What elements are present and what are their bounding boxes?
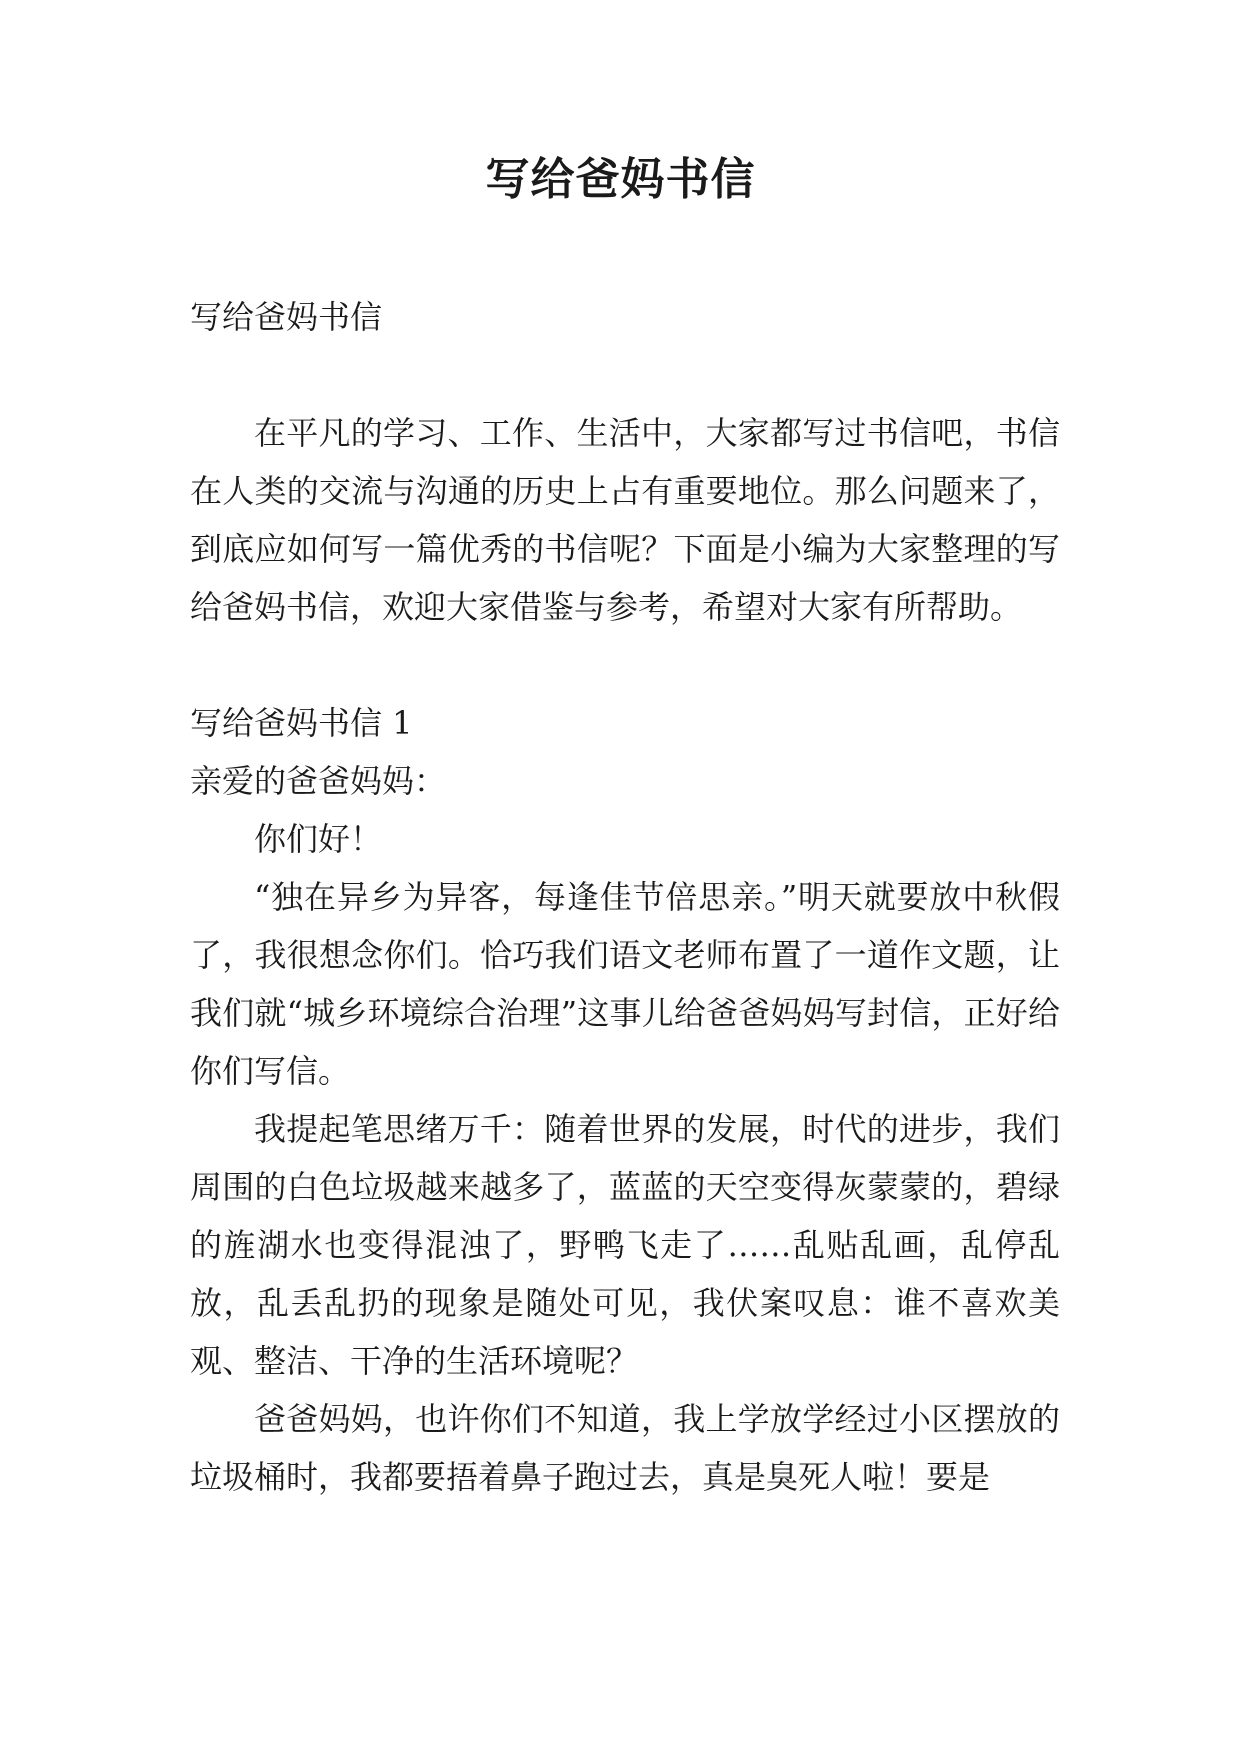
intro-paragraph: 在平凡的学习、工作、生活中，大家都写过书信吧，书信在人类的交流与沟通的历史上占有重要地位。那么问题来了，到底应如何写一篇优秀的书信呢？下面是小编为大家整理的写给爸妈书信，欢迎大家借鉴与参考，希望对大家有所帮助。: [190, 414, 1060, 626]
section-heading: 写给爸妈书信 1: [190, 704, 413, 742]
salutation: 亲爱的爸爸妈妈：: [190, 762, 447, 800]
letter-paragraph: “独在异乡为异客，每逢佳节倍思亲。”明天就要放中秋假了，我很想念你们。恰巧我们语文老师布置了一道作文题，让我们就“城乡环境综合治理”这事儿给爸爸妈妈写封信，正好给你们写信。: [190, 878, 1060, 1090]
letter-paragraph: 我提起笔思绪万千：随着世界的发展，时代的进步，我们周围的白色垃圾越来越多了，蓝蓝的天空变得灰蒙蒙的，碧绿的旌湖水也变得混浊了，野鸭飞走了……乱贴乱画，乱停乱放，乱丢乱扔的现象是随处可见，我伏案叹息：谁不喜欢美观、整洁、干净的生活环境呢？: [190, 1110, 1060, 1380]
letter-paragraph: 爸爸妈妈，也许你们不知道，我上学放学经过小区摆放的垃圾桶时，我都要捂着鼻子跑过去，真是臭死人啦！要是: [190, 1400, 1060, 1496]
document-body: [190, 288, 1060, 1506]
document-subtitle: 写给爸妈书信: [190, 298, 383, 336]
document-title: 写给爸妈书信: [485, 154, 756, 205]
greeting: 你们好！: [254, 820, 383, 858]
